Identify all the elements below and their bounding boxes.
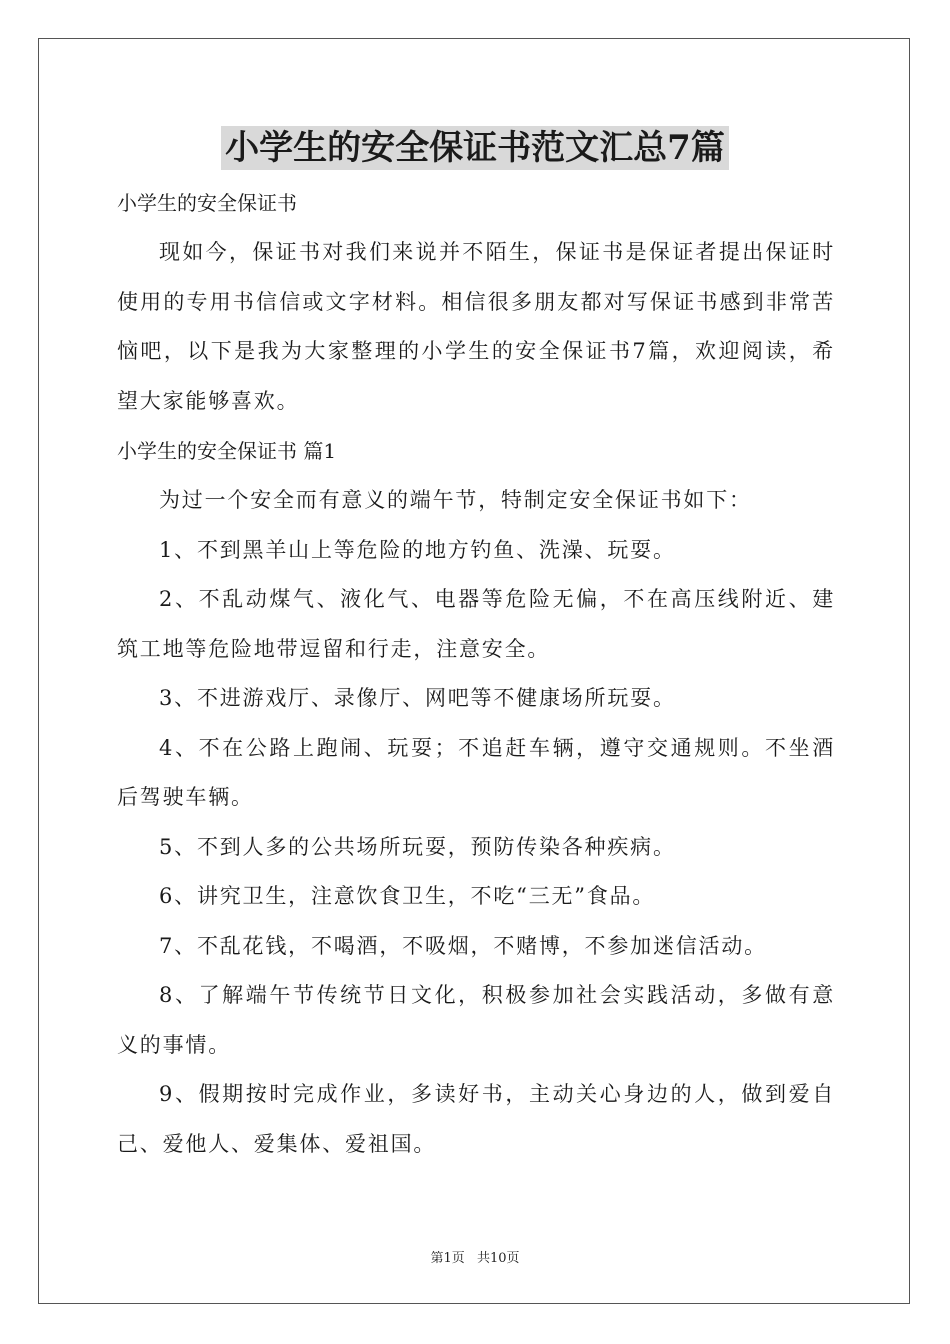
list-item: 1、不到黑羊山上等危险的地方钓鱼、洗澡、玩耍。: [159, 537, 676, 562]
page-total: 共10页: [476, 1251, 520, 1266]
document-subtitle: 小学生的安全保证书: [117, 191, 297, 215]
section-intro: 为过一个安全而有意义的端午节，特制定安全保证书如下：: [159, 488, 752, 512]
list-item: 8、了解端午节传统节日文化，积极参加社会实践活动，多做有意义的事情。: [117, 983, 835, 1057]
list-item: 9、假期按时完成作业，多读好书，主动关心身边的人，做到爱自己、爱他人、爱集体、爱祖国。: [117, 1082, 835, 1156]
document-title: 小学生的安全保证书范文汇总7篇: [221, 126, 729, 170]
list-item: 4、不在公路上跑闹、玩耍；不追赶车辆，遵守交通规则。不坐酒后驾驶车辆。: [117, 735, 835, 809]
document-body: [117, 178, 835, 1169]
list-item: 6、讲究卫生，注意饮食卫生，不吃“三无”食品。: [159, 884, 656, 908]
list-item: 3、不进游戏厅、录像厅、网吧等不健康场所玩耍。: [159, 686, 676, 710]
page-footer: [0, 1247, 950, 1266]
intro-paragraph: 现如今，保证书对我们来说并不陌生，保证书是保证者提出保证时使用的专用书信信或文字材料。相信很多朋友都对写保证书感到非常苦恼吧，以下是我为大家整理的小学生的安全保证书7篇，欢迎阅读，希望大家能够喜欢。: [117, 240, 835, 413]
section-heading: 小学生的安全保证书 篇1: [117, 439, 337, 463]
list-item: 5、不到人多的公共场所玩耍，预防传染各种疾病。: [159, 834, 676, 859]
page-number: 第1页: [430, 1251, 465, 1266]
title-wrap: [0, 126, 950, 170]
list-item: 7、不乱花钱，不喝酒，不吸烟，不赌博，不参加迷信活动。: [159, 933, 767, 958]
list-item: 2、不乱动煤气、液化气、电器等危险无偏，不在高压线附近、建筑工地等危险地带逗留和行走，注意安全。: [117, 587, 835, 661]
